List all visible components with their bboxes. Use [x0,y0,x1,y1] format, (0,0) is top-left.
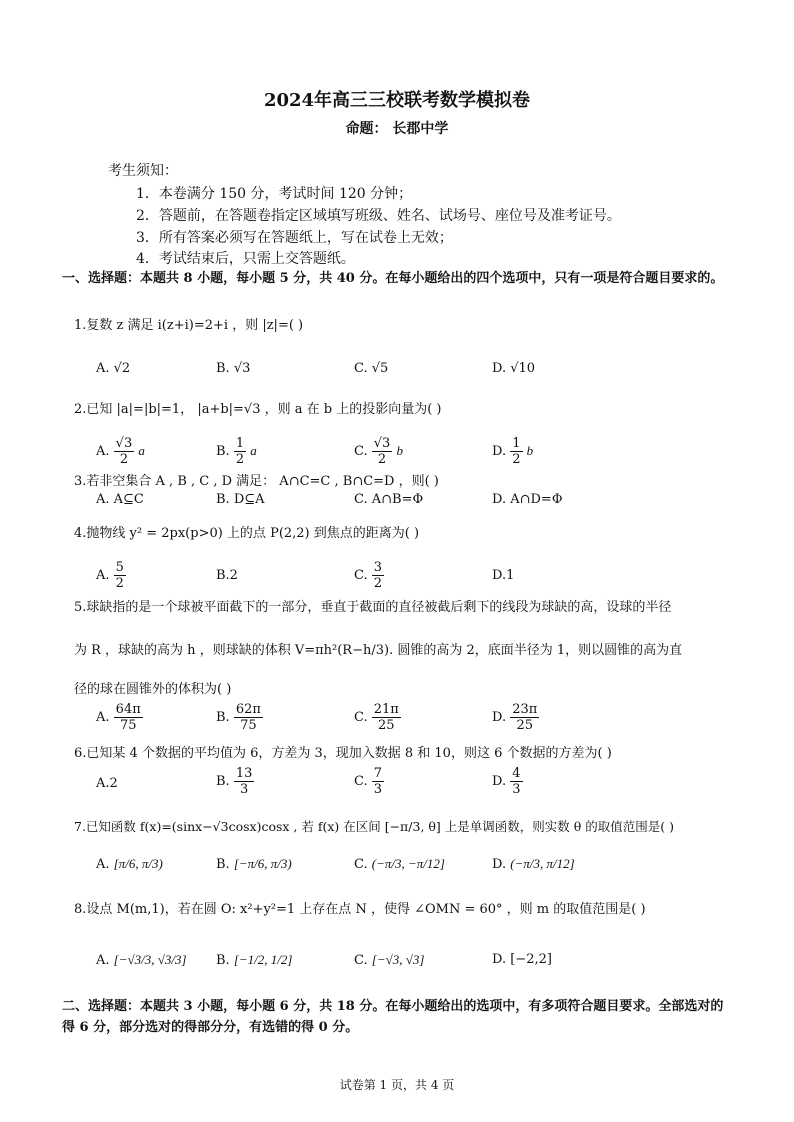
page-footer: 试卷第 1 页，共 4 页 [339,1078,455,1092]
option-a: A. $\frac{64\pi}{75}$ [96,702,141,733]
fraction: $\frac{√3}{2}$ [373,436,391,467]
fraction: $\frac{21\pi}{25}$ [373,702,399,733]
fraction: $\frac{3}{2}$ [373,560,383,591]
notice-item: 4．考试结束后，只需上交答题纸。 [136,251,355,267]
question-stem: 径的球在圆锥外的体积为( ) [74,682,232,697]
option-b: B. [−1/2, 1/2] [216,952,293,968]
fraction: $\frac{5}{2}$ [115,560,124,591]
fraction: $\frac{64\pi}{75}$ [115,702,141,733]
option-b: B. D⊆A [216,492,265,507]
fraction: $\frac{1}{2}$ [512,436,521,467]
notice-item: 1．本卷满分 150 分，考试时间 120 分钟； [136,186,413,202]
fraction: $\frac{23\pi}{25}$ [512,702,538,733]
option-a: A.2 [96,776,118,791]
fraction: $\frac{4}{3}$ [512,766,521,797]
option-a: A. [−√3/3, √3/3] [96,952,187,968]
option-c: C. A∩B=Φ [354,492,424,507]
notice-item: 3．所有答案必须写在答题纸上，写在试卷上无效； [136,230,453,246]
question-stem: 2.已知 |a|=|b|=1， |a+b|=√3 ，则 a 在 b 上的投影向量为( ) [74,402,442,417]
fraction: $\frac{62\pi}{75}$ [235,702,261,733]
option-d: D. (−π/3, π/12] [492,856,575,872]
option-c: C. $\frac{3}{2}$ [354,560,383,591]
option-d: D. $\frac{23\pi}{25}$ [492,702,538,733]
option-c: C. √5 [354,361,389,376]
fraction: $\frac{1}{2}$ [235,436,245,467]
option-a: A. [π/6, π/3) [96,856,163,872]
option-d: D.1 [492,568,515,583]
question-stem: 为 R ，球缺的高为 h ，则球缺的体积 V=πh²(R−h/3). 圆锥的高为 2，底面半径为 1，则以圆锥的高为直 [74,643,683,658]
option-b: B. $\frac{62\pi}{75}$ [216,702,261,733]
option-d: D. [−2,2] [492,952,552,967]
option-a: A. √2 [96,361,131,376]
option-c: C. $\frac{21\pi}{25}$ [354,702,399,733]
option-d: D. $\frac{1}{2}$ b [492,436,534,467]
option-b: B. √3 [216,361,251,376]
section-heading: 一、选择题：本题共 8 小题，每小题 5 分，共 40 分。在每小题给出的四个选项中，只有一项是符合题目要求的。 [62,271,724,286]
question-stem: 6.已知某 4 个数据的平均值为 6，方差为 3，现加入数据 8 和 10，则这 6 个数据的方差为( ) [74,746,612,761]
option-b: B.2 [216,568,238,583]
question-stem: 8.设点 M(m,1)，若在圆 O: x²+y²=1 上存在点 N ，使得 ∠OMN = 60° ，则 m 的取值范围是( ) [74,902,646,917]
fraction: $\frac{13}{3}$ [235,766,253,797]
option-b: B. $\frac{1}{2}$ a [216,436,257,467]
option-a: A. A⊆C [96,492,144,507]
question-stem: 5.球缺指的是一个球被平面截下的一部分，垂直于截面的直径被截后剩下的线段为球缺的高，设球的半径 [74,600,672,615]
question-stem: 3.若非空集合 A , B , C , D 满足： A∩C=C , B∩C=D ，则( ) [74,474,439,489]
notice-item: 2．答题前，在答题卷指定区域填写班级、姓名、试场号、座位号及准考证号。 [136,208,621,224]
option-c: C. [−√3, √3] [354,952,425,968]
option-c: C. $\frac{√3}{2}$ b [354,436,403,467]
option-d: D. √10 [492,361,536,376]
option-b: B. $\frac{13}{3}$ [216,766,253,797]
question-stem: 4.抛物线 y² = 2px(p>0) 上的点 P(2,2) 到焦点的距离为( ) [74,526,420,541]
option-c: C. $\frac{7}{3}$ [354,766,383,797]
fraction: $\frac{√3}{2}$ [115,436,133,467]
question-stem: 1.复数 z 满足 i(z+i)=2+i ，则 |z|=( ) [74,318,304,333]
option-a: A. $\frac{5}{2}$ [96,560,124,591]
section-heading: 二、选择题：本题共 3 小题，每小题 6 分，共 18 分。在每小题给出的选项中，有多项符合题目要求。全部选对的得 6 分，部分选对的得部分分，有选错的得 0 分。 [62,999,724,1035]
option-b: B. [−π/6, π/3) [216,856,292,872]
fraction: $\frac{7}{3}$ [373,766,383,797]
page-title: 2024年高三三校联考数学模拟卷 [263,90,531,111]
option-d: D. A∩D=Φ [492,492,563,507]
notice-heading: 考生须知： [108,163,178,179]
question-stem: 7.已知函数 f(x)=(sinx−√3cosx)cosx , 若 f(x) 在区间 [−π/3, θ] 上是单调函数，则实数 θ 的取值范围是( ) [74,819,674,834]
option-d: D. $\frac{4}{3}$ [492,766,521,797]
option-a: A. $\frac{√3}{2}$ a [96,436,145,467]
option-c: C. (−π/3, −π/12] [354,856,445,872]
page-subtitle: 命题： 长郡中学 [345,121,449,137]
